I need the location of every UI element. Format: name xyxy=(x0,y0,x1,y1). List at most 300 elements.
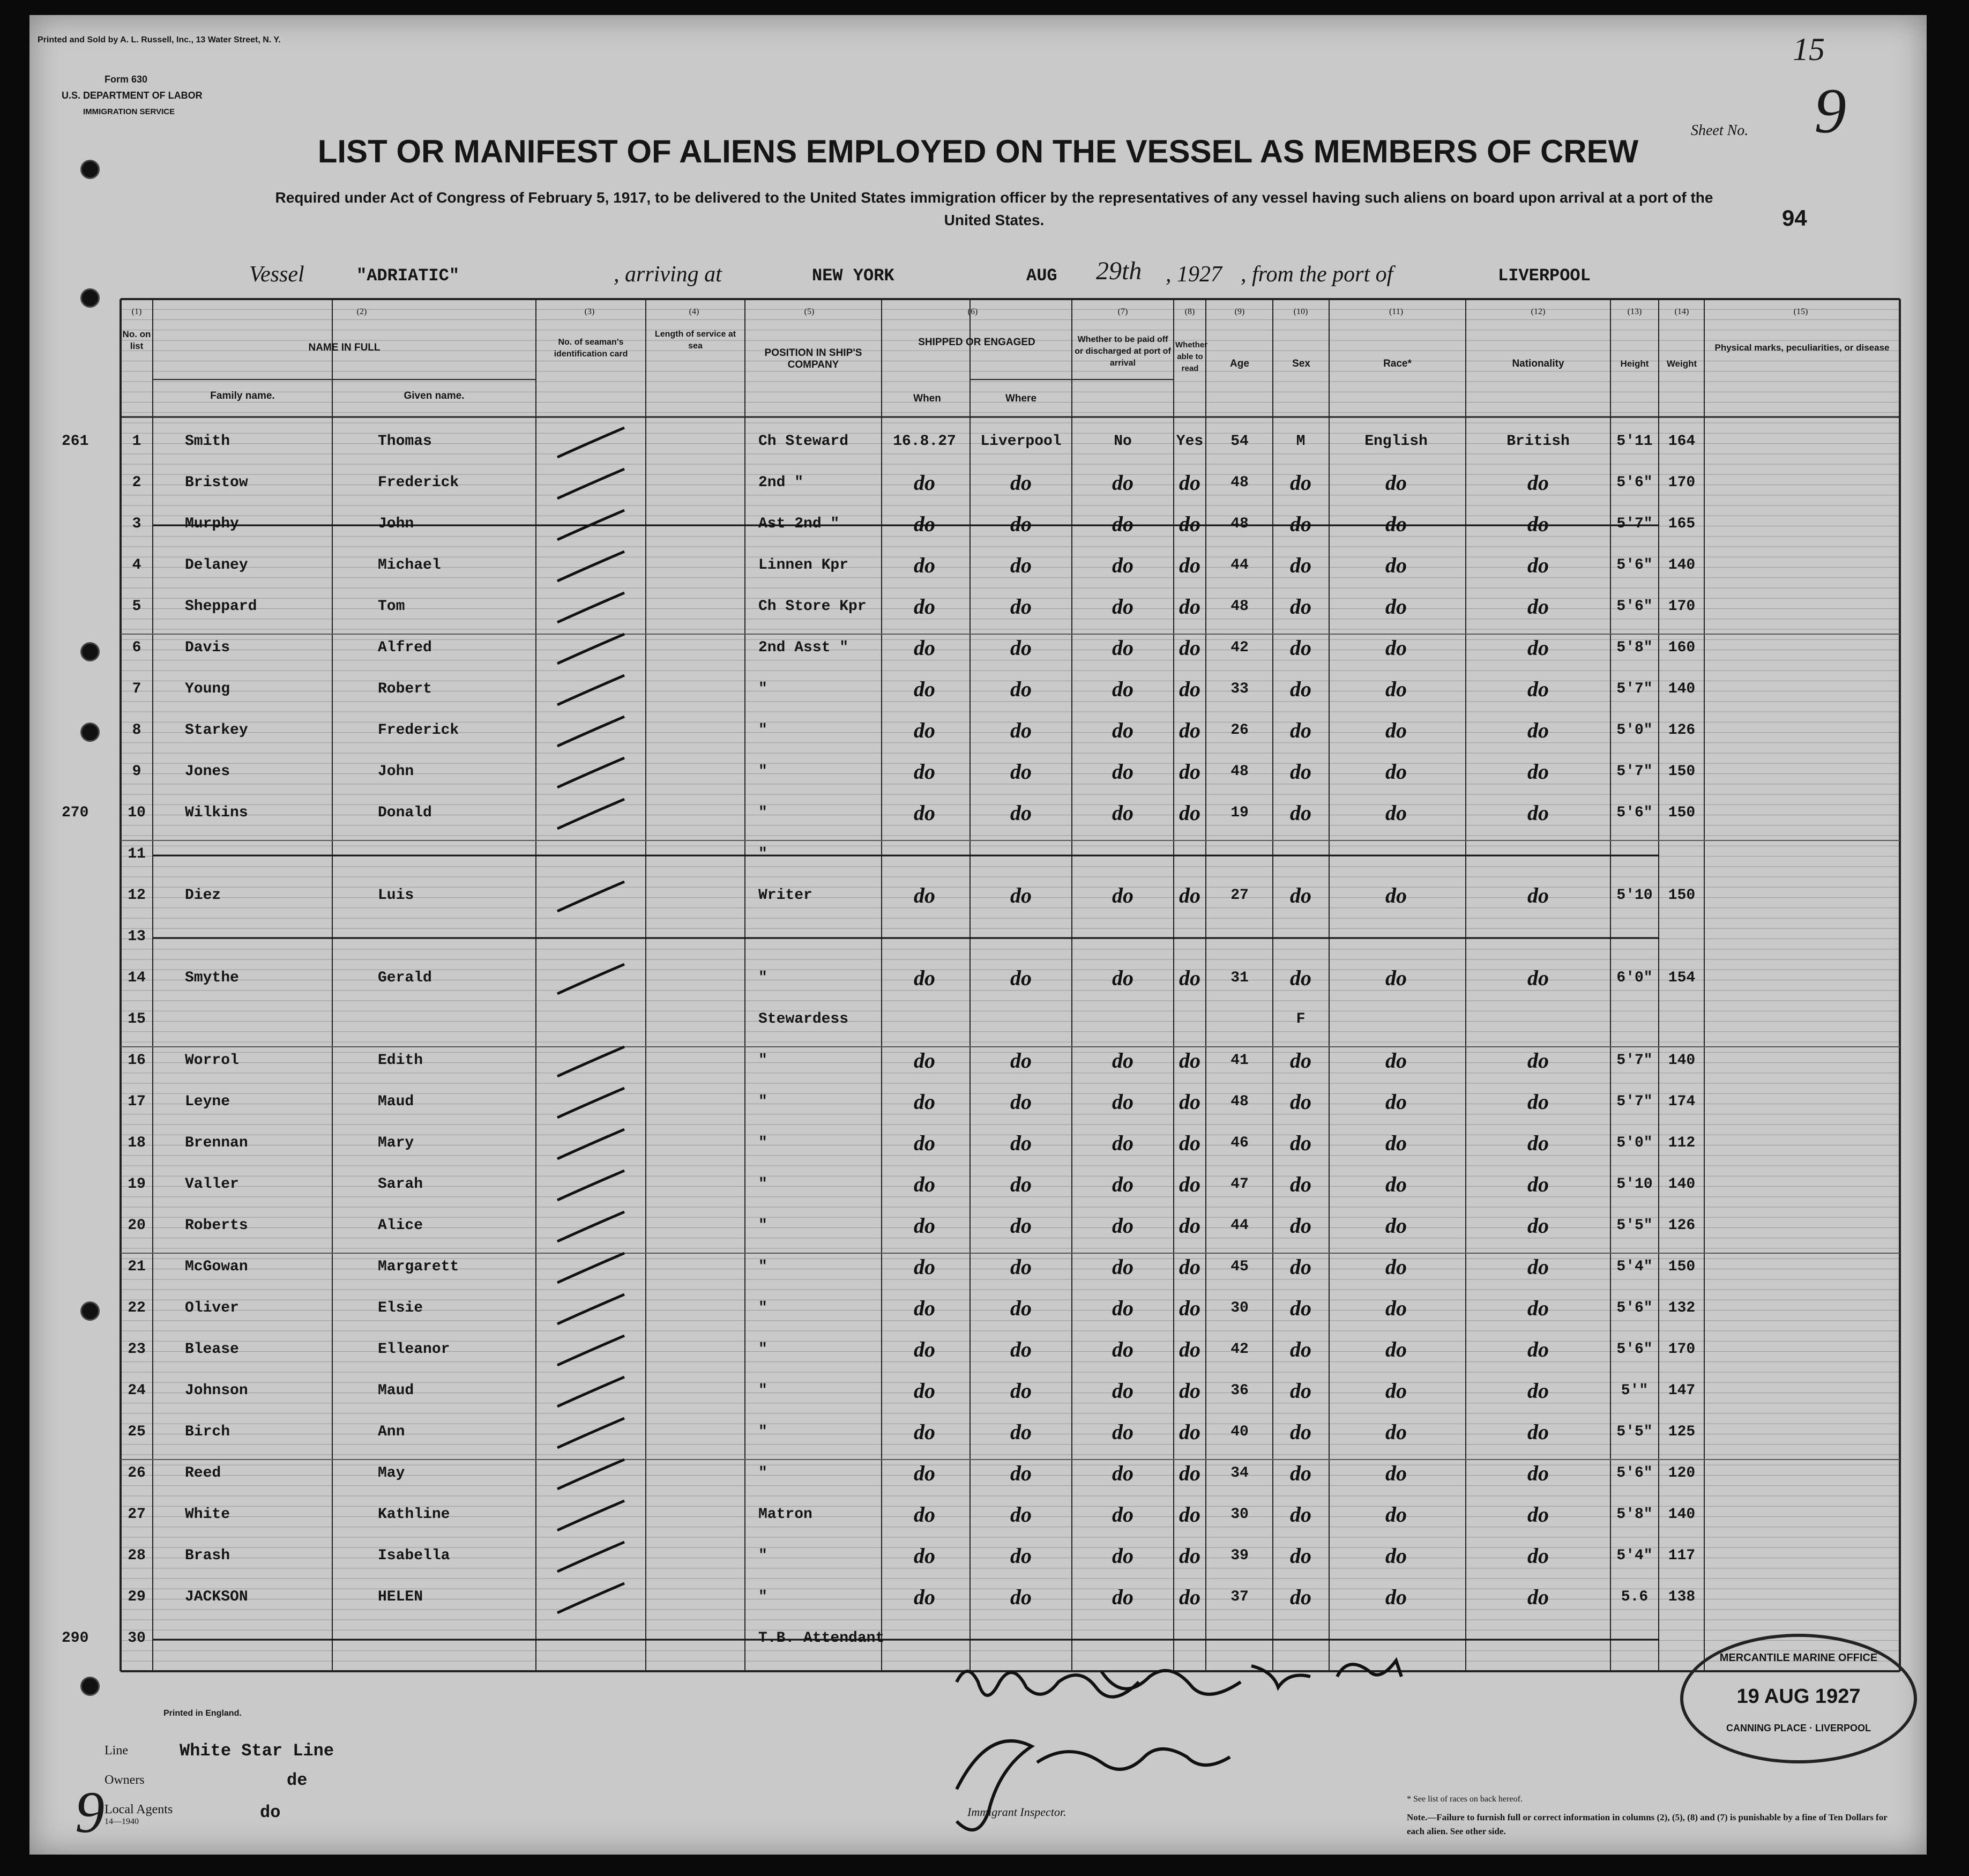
shipped-where-ditto: do xyxy=(1010,1090,1032,1114)
sex-ditto: do xyxy=(1290,1090,1311,1114)
position: Writer xyxy=(758,887,812,904)
shipped-when-ditto: do xyxy=(914,1090,935,1114)
weight: 126 xyxy=(1668,722,1696,739)
family-name: Brash xyxy=(185,1547,230,1564)
paid-off-ditto: do xyxy=(1112,801,1133,825)
position: " xyxy=(758,1465,767,1482)
weight: 132 xyxy=(1668,1300,1696,1316)
shipped-where-ditto: do xyxy=(1010,1131,1032,1155)
column-number: (13) xyxy=(1627,307,1642,316)
weight: 150 xyxy=(1668,763,1696,780)
shipped-when-ditto: do xyxy=(914,966,935,990)
family-name: Delaney xyxy=(185,557,248,574)
height: 5'" xyxy=(1621,1382,1649,1399)
race-ditto: do xyxy=(1385,677,1407,701)
line-value: White Star Line xyxy=(180,1741,334,1761)
family-name: Jones xyxy=(185,763,230,780)
header-height: Height xyxy=(1620,359,1649,369)
sheet-label: Sheet No. xyxy=(1691,122,1749,139)
weight: 150 xyxy=(1668,887,1696,904)
race: English xyxy=(1364,433,1428,450)
row-number: 14 xyxy=(128,970,146,986)
nationality-ditto: do xyxy=(1527,1214,1549,1238)
shipped-where-ditto: do xyxy=(1010,636,1032,660)
id-card-mark xyxy=(557,799,624,829)
race-ditto: do xyxy=(1385,966,1407,990)
row-number: 5 xyxy=(132,598,141,615)
nationality-ditto: do xyxy=(1527,1090,1549,1114)
age: 27 xyxy=(1230,887,1249,904)
family-name: Blease xyxy=(185,1341,239,1358)
race-ditto: do xyxy=(1385,801,1407,825)
shipped-when-ditto: do xyxy=(914,471,935,495)
race-ditto: do xyxy=(1385,1296,1407,1320)
age: 39 xyxy=(1230,1547,1249,1564)
given-name: Ann xyxy=(378,1424,405,1440)
row-number: 30 xyxy=(128,1630,146,1647)
position: " xyxy=(758,970,767,986)
shipped-when-ditto: do xyxy=(914,760,935,784)
id-card-mark xyxy=(557,1129,624,1159)
sex-ditto: do xyxy=(1290,677,1311,701)
given-name: John xyxy=(378,516,414,532)
nationality-ditto: do xyxy=(1527,1131,1549,1155)
id-card-mark xyxy=(557,552,624,581)
position: Ch Steward xyxy=(758,433,849,450)
paid-off-ditto: do xyxy=(1112,760,1133,784)
weight: 154 xyxy=(1668,970,1696,986)
form-code: 14—1940 xyxy=(105,1817,139,1826)
row-number: 24 xyxy=(128,1382,146,1399)
id-card-mark xyxy=(557,593,624,622)
row-number: 16 xyxy=(128,1052,146,1069)
position: Linnen Kpr xyxy=(758,557,849,574)
sex-ditto: do xyxy=(1290,1296,1311,1320)
header-nationality: Nationality xyxy=(1512,358,1564,369)
id-card-mark xyxy=(557,882,624,911)
able-to-read-ditto: do xyxy=(1179,553,1200,577)
family-name: Murphy xyxy=(185,516,239,532)
header-paid-off: Whether to be paid off or discharged at port of arrival xyxy=(1075,335,1171,368)
position: T.B. Attendant xyxy=(758,1630,885,1647)
nationality-ditto: do xyxy=(1527,677,1549,701)
height: 5'4" xyxy=(1616,1547,1653,1564)
family-name: Johnson xyxy=(185,1382,248,1399)
position: " xyxy=(758,1052,767,1069)
id-card-mark xyxy=(557,1047,624,1076)
able-to-read-ditto: do xyxy=(1179,471,1200,495)
weight: 117 xyxy=(1668,1547,1696,1564)
position: " xyxy=(758,763,767,780)
sex-ditto: do xyxy=(1290,760,1311,784)
row-number: 10 xyxy=(128,805,146,821)
sex-ditto: do xyxy=(1290,553,1311,577)
paid-off-ditto: do xyxy=(1112,1544,1133,1568)
nationality-ditto: do xyxy=(1527,801,1549,825)
office-stamp xyxy=(1680,1634,1917,1763)
shipped-when-ditto: do xyxy=(914,1131,935,1155)
family-name: Wilkins xyxy=(185,805,248,821)
header-race: Race* xyxy=(1383,358,1412,369)
able-to-read-ditto: do xyxy=(1179,512,1200,536)
id-card-mark xyxy=(557,634,624,664)
arrival-date-ink: 29th xyxy=(1096,257,1142,285)
shipped-where-ditto: do xyxy=(1010,883,1032,907)
shipped-where-ditto: do xyxy=(1010,1337,1032,1361)
position: " xyxy=(758,681,767,697)
able-to-read-ditto: do xyxy=(1179,1172,1200,1196)
shipped-when-ditto: do xyxy=(914,677,935,701)
family-name: Starkey xyxy=(185,722,248,739)
nationality-ditto: do xyxy=(1527,553,1549,577)
age: 41 xyxy=(1230,1052,1249,1069)
family-name: White xyxy=(185,1506,230,1523)
age: 48 xyxy=(1230,763,1249,780)
position: " xyxy=(758,1217,767,1234)
position: " xyxy=(758,846,767,862)
shipped-when-ditto: do xyxy=(914,801,935,825)
printed-in: Printed in England. xyxy=(163,1709,242,1718)
age: 44 xyxy=(1230,1217,1249,1234)
position: " xyxy=(758,1547,767,1564)
family-name: Oliver xyxy=(185,1300,239,1316)
given-name: Isabella xyxy=(378,1547,450,1564)
shipped-when-ditto: do xyxy=(914,1544,935,1568)
column-number: (9) xyxy=(1234,307,1245,316)
weight: 170 xyxy=(1668,1341,1696,1358)
given-name: Robert xyxy=(378,681,432,697)
age: 48 xyxy=(1230,1093,1249,1110)
weight: 138 xyxy=(1668,1589,1696,1605)
race-ditto: do xyxy=(1385,1420,1407,1444)
row-number: 21 xyxy=(128,1259,146,1275)
able-to-read-ditto: do xyxy=(1179,718,1200,742)
able-to-read-ditto: do xyxy=(1179,1544,1200,1568)
given-name: Donald xyxy=(378,805,432,821)
id-card-mark xyxy=(557,1171,624,1200)
line-label: Line xyxy=(105,1744,128,1758)
age: 47 xyxy=(1230,1176,1249,1193)
nationality-ditto: do xyxy=(1527,594,1549,619)
race-ditto: do xyxy=(1385,1337,1407,1361)
age: 48 xyxy=(1230,516,1249,532)
able-to-read-ditto: do xyxy=(1179,1379,1200,1403)
family-name: Young xyxy=(185,681,230,697)
header-when: When xyxy=(913,393,941,404)
nationality-ditto: do xyxy=(1527,1544,1549,1568)
paid-off-ditto: do xyxy=(1112,1172,1133,1196)
header-family-name: Family name. xyxy=(210,390,275,401)
given-name: Gerald xyxy=(378,970,432,986)
race-ditto: do xyxy=(1385,718,1407,742)
family-name: Worrol xyxy=(185,1052,239,1069)
family-name: Smythe xyxy=(185,970,239,986)
sex-ditto: do xyxy=(1290,636,1311,660)
race-ditto: do xyxy=(1385,1090,1407,1114)
weight: 147 xyxy=(1668,1382,1696,1399)
nationality-ditto: do xyxy=(1527,1461,1549,1485)
age: 48 xyxy=(1230,598,1249,615)
column-number: (12) xyxy=(1531,307,1546,316)
paid-off-ditto: do xyxy=(1112,594,1133,619)
height: 5'6" xyxy=(1616,1465,1653,1482)
shipped-when-ditto: do xyxy=(914,1337,935,1361)
weight: 120 xyxy=(1668,1465,1696,1482)
race-ditto: do xyxy=(1385,1048,1407,1073)
nationality-ditto: do xyxy=(1527,718,1549,742)
weight: 160 xyxy=(1668,639,1696,656)
row-number: 4 xyxy=(132,557,141,574)
able-to-read-ditto: do xyxy=(1179,594,1200,619)
age: 30 xyxy=(1230,1300,1249,1316)
paid-off-ditto: do xyxy=(1112,1585,1133,1609)
race-ditto: do xyxy=(1385,1214,1407,1238)
sheet-number: 9 xyxy=(1814,75,1846,146)
given-name: Margarett xyxy=(378,1259,459,1275)
nationality-ditto: do xyxy=(1527,1255,1549,1279)
shipped-where-ditto: do xyxy=(1010,1296,1032,1320)
shipped-when-ditto: do xyxy=(914,883,935,907)
row-number: 1 xyxy=(132,433,141,450)
race-ditto: do xyxy=(1385,1585,1407,1609)
able-to-read-ditto: do xyxy=(1179,1255,1200,1279)
able-to-read-ditto: do xyxy=(1179,1502,1200,1527)
family-name: Valler xyxy=(185,1176,239,1193)
height: 5'7" xyxy=(1616,516,1653,532)
race-ditto: do xyxy=(1385,1461,1407,1485)
nationality-ditto: do xyxy=(1527,1296,1549,1320)
sex-ditto: do xyxy=(1290,718,1311,742)
race-ditto: do xyxy=(1385,1379,1407,1403)
nationality: British xyxy=(1506,433,1570,450)
given-name: Thomas xyxy=(378,433,432,450)
given-name: Sarah xyxy=(378,1176,423,1193)
shipped-where-ditto: do xyxy=(1010,718,1032,742)
column-number: (5) xyxy=(804,307,815,316)
height: 5'6" xyxy=(1616,1341,1653,1358)
nationality-ditto: do xyxy=(1527,1337,1549,1361)
weight: 140 xyxy=(1668,1176,1696,1193)
header-no-on-list: No. on list xyxy=(122,329,151,351)
shipped-where-ditto: do xyxy=(1010,760,1032,784)
height: 5'6" xyxy=(1616,1300,1653,1316)
manifest-grid xyxy=(29,15,1927,1855)
agents-label: Local Agents xyxy=(105,1803,173,1817)
race-ditto: do xyxy=(1385,471,1407,495)
id-card-mark xyxy=(557,675,624,705)
column-number: (10) xyxy=(1293,307,1308,316)
given-name: HELEN xyxy=(378,1589,423,1605)
weight: 164 xyxy=(1668,433,1696,450)
weight: 125 xyxy=(1668,1424,1696,1440)
able-to-read-ditto: do xyxy=(1179,1131,1200,1155)
height: 5.6 xyxy=(1621,1589,1649,1605)
sex-ditto: do xyxy=(1290,594,1311,619)
row-number: 27 xyxy=(128,1506,146,1523)
given-name: Elsie xyxy=(378,1300,423,1316)
height: 5'0" xyxy=(1616,1135,1653,1151)
header-age: Age xyxy=(1230,358,1249,369)
sex-ditto: do xyxy=(1290,801,1311,825)
shipped-where-ditto: do xyxy=(1010,512,1032,536)
page-title: LIST OR MANIFEST OF ALIENS EMPLOYED ON THE VESSEL AS MEMBERS OF CREW xyxy=(317,133,1639,169)
paid-off-ditto: do xyxy=(1112,883,1133,907)
sex-ditto: do xyxy=(1290,1172,1311,1196)
stamp-date: 19 AUG 1927 xyxy=(1736,1685,1861,1708)
family-name: Sheppard xyxy=(185,598,257,615)
paid-off-ditto: do xyxy=(1112,1420,1133,1444)
sex-ditto: do xyxy=(1290,471,1311,495)
row-number: 19 xyxy=(128,1176,146,1193)
family-name: Roberts xyxy=(185,1217,248,1234)
header-shipped: SHIPPED OR ENGAGED xyxy=(918,337,1035,348)
shipped-where-ditto: do xyxy=(1010,1544,1032,1568)
paid-off-ditto: do xyxy=(1112,1337,1133,1361)
family-name: Reed xyxy=(185,1465,221,1482)
nationality-ditto: do xyxy=(1527,471,1549,495)
shipped-when-ditto: do xyxy=(914,718,935,742)
header-marks: Physical marks, peculiarities, or disease xyxy=(1714,343,1890,353)
shipped-where-ditto: do xyxy=(1010,1255,1032,1279)
manifest-page xyxy=(29,15,1927,1855)
shipped-when-ditto: do xyxy=(914,1214,935,1238)
age: 45 xyxy=(1230,1259,1249,1275)
id-card-mark xyxy=(557,964,624,994)
shipped-when-ditto: do xyxy=(914,1379,935,1403)
row-number: 23 xyxy=(128,1341,146,1358)
given-name: Kathline xyxy=(378,1506,450,1523)
race-ditto: do xyxy=(1385,512,1407,536)
sex-ditto: do xyxy=(1290,1255,1311,1279)
family-name: Birch xyxy=(185,1424,230,1440)
shipped-when-ditto: do xyxy=(914,1502,935,1527)
weight: 140 xyxy=(1668,1506,1696,1523)
race-note: * See list of races on back hereof. xyxy=(1407,1795,1523,1804)
able-to-read-ditto: do xyxy=(1179,801,1200,825)
sex: F xyxy=(1296,1011,1306,1028)
height: 5'11 xyxy=(1616,433,1653,450)
age: 46 xyxy=(1230,1135,1249,1151)
position: " xyxy=(758,805,767,821)
race-ditto: do xyxy=(1385,760,1407,784)
race-ditto: do xyxy=(1385,1502,1407,1527)
able-to-read-ditto: do xyxy=(1179,1337,1200,1361)
margin-number: 290 xyxy=(62,1630,89,1647)
able-to-read-ditto: do xyxy=(1179,1048,1200,1073)
row-number: 7 xyxy=(132,681,141,697)
owners-label: Owners xyxy=(105,1773,145,1787)
given-name: John xyxy=(378,763,414,780)
weight: 140 xyxy=(1668,1052,1696,1069)
row-number: 15 xyxy=(128,1011,146,1028)
given-name: Maud xyxy=(378,1093,414,1110)
height: 5'7" xyxy=(1616,1052,1653,1069)
family-name: Diez xyxy=(185,887,221,904)
height: 5'4" xyxy=(1616,1259,1653,1275)
id-card-mark xyxy=(557,1460,624,1489)
position: 2nd " xyxy=(758,474,804,491)
family-name: JACKSON xyxy=(185,1589,248,1605)
family-name: Smith xyxy=(185,433,230,450)
given-name: Michael xyxy=(378,557,441,574)
able-to-read: Yes xyxy=(1176,433,1204,450)
sex-ditto: do xyxy=(1290,883,1311,907)
row-number: 17 xyxy=(128,1093,146,1110)
printer-line: Printed and Sold by A. L. Russell, Inc., 13 Water Street, N. Y. xyxy=(38,35,281,44)
row-number: 3 xyxy=(132,516,141,532)
race-ditto: do xyxy=(1385,883,1407,907)
column-number: (8) xyxy=(1184,307,1195,316)
position: " xyxy=(758,1135,767,1151)
header-given-name: Given name. xyxy=(404,390,465,401)
footer-note: Note.—Failure to furnish full or correct information in columns (2), (5), (8) and (7) is punishable by a fine of Ten Dollars for each alien. See other side. xyxy=(1407,1812,1888,1836)
row-number: 11 xyxy=(128,846,146,862)
age: 34 xyxy=(1230,1465,1249,1482)
sex-ditto: do xyxy=(1290,966,1311,990)
column-number: (15) xyxy=(1793,307,1808,316)
department: U.S. DEPARTMENT OF LABOR xyxy=(62,90,203,101)
column-number: (14) xyxy=(1674,307,1689,316)
family-name: Brennan xyxy=(185,1135,248,1151)
position: " xyxy=(758,1589,767,1605)
agents-value: do xyxy=(260,1803,281,1822)
family-name: Davis xyxy=(185,639,230,656)
id-card-mark xyxy=(557,1501,624,1530)
age: 19 xyxy=(1230,805,1249,821)
vessel-label: Vessel xyxy=(249,262,304,287)
height: 5'6" xyxy=(1616,805,1653,821)
weight: 112 xyxy=(1668,1135,1696,1151)
height: 5'0" xyxy=(1616,722,1653,739)
header-weight: Weight xyxy=(1666,359,1697,369)
id-card-mark xyxy=(557,1583,624,1613)
height: 5'10 xyxy=(1616,1176,1653,1193)
paid-off-ditto: do xyxy=(1112,1048,1133,1073)
given-name: Elleanor xyxy=(378,1341,450,1358)
height: 5'6" xyxy=(1616,474,1653,491)
nationality-ditto: do xyxy=(1527,883,1549,907)
shipped-when-ditto: do xyxy=(914,1172,935,1196)
id-card-mark xyxy=(557,717,624,746)
position: " xyxy=(758,1259,767,1275)
shipped-where-ditto: do xyxy=(1010,801,1032,825)
age: 42 xyxy=(1230,639,1249,656)
sex-ditto: do xyxy=(1290,1585,1311,1609)
from-label: , from the port of xyxy=(1241,262,1393,287)
paid-off-ditto: do xyxy=(1112,553,1133,577)
shipped-when-ditto: do xyxy=(914,1461,935,1485)
able-to-read-ditto: do xyxy=(1179,760,1200,784)
paid-off-ditto: do xyxy=(1112,677,1133,701)
id-card-mark xyxy=(557,428,624,457)
header-name-in-full: NAME IN FULL xyxy=(308,342,381,353)
shipped-when: 16.8.27 xyxy=(893,433,956,450)
arrival-date-typed: AUG xyxy=(1026,266,1057,286)
paid-off-ditto: do xyxy=(1112,1296,1133,1320)
family-name: Leyne xyxy=(185,1093,230,1110)
shipped-when-ditto: do xyxy=(914,553,935,577)
age: 37 xyxy=(1230,1589,1249,1605)
sex-ditto: do xyxy=(1290,1544,1311,1568)
able-to-read-ditto: do xyxy=(1179,1585,1200,1609)
position: 2nd Asst " xyxy=(758,639,849,656)
position: " xyxy=(758,1341,767,1358)
shipped-where-ditto: do xyxy=(1010,1420,1032,1444)
shipped-when-ditto: do xyxy=(914,1296,935,1320)
paid-off-ditto: do xyxy=(1112,1090,1133,1114)
page-subtitle: Required under Act of Congress of February 5, 1917, to be delivered to the United States immigration officer by the representatives of any vessel having such aliens on board upon arrival at a port of the United States. xyxy=(275,189,1713,228)
column-number: (1) xyxy=(131,307,142,316)
